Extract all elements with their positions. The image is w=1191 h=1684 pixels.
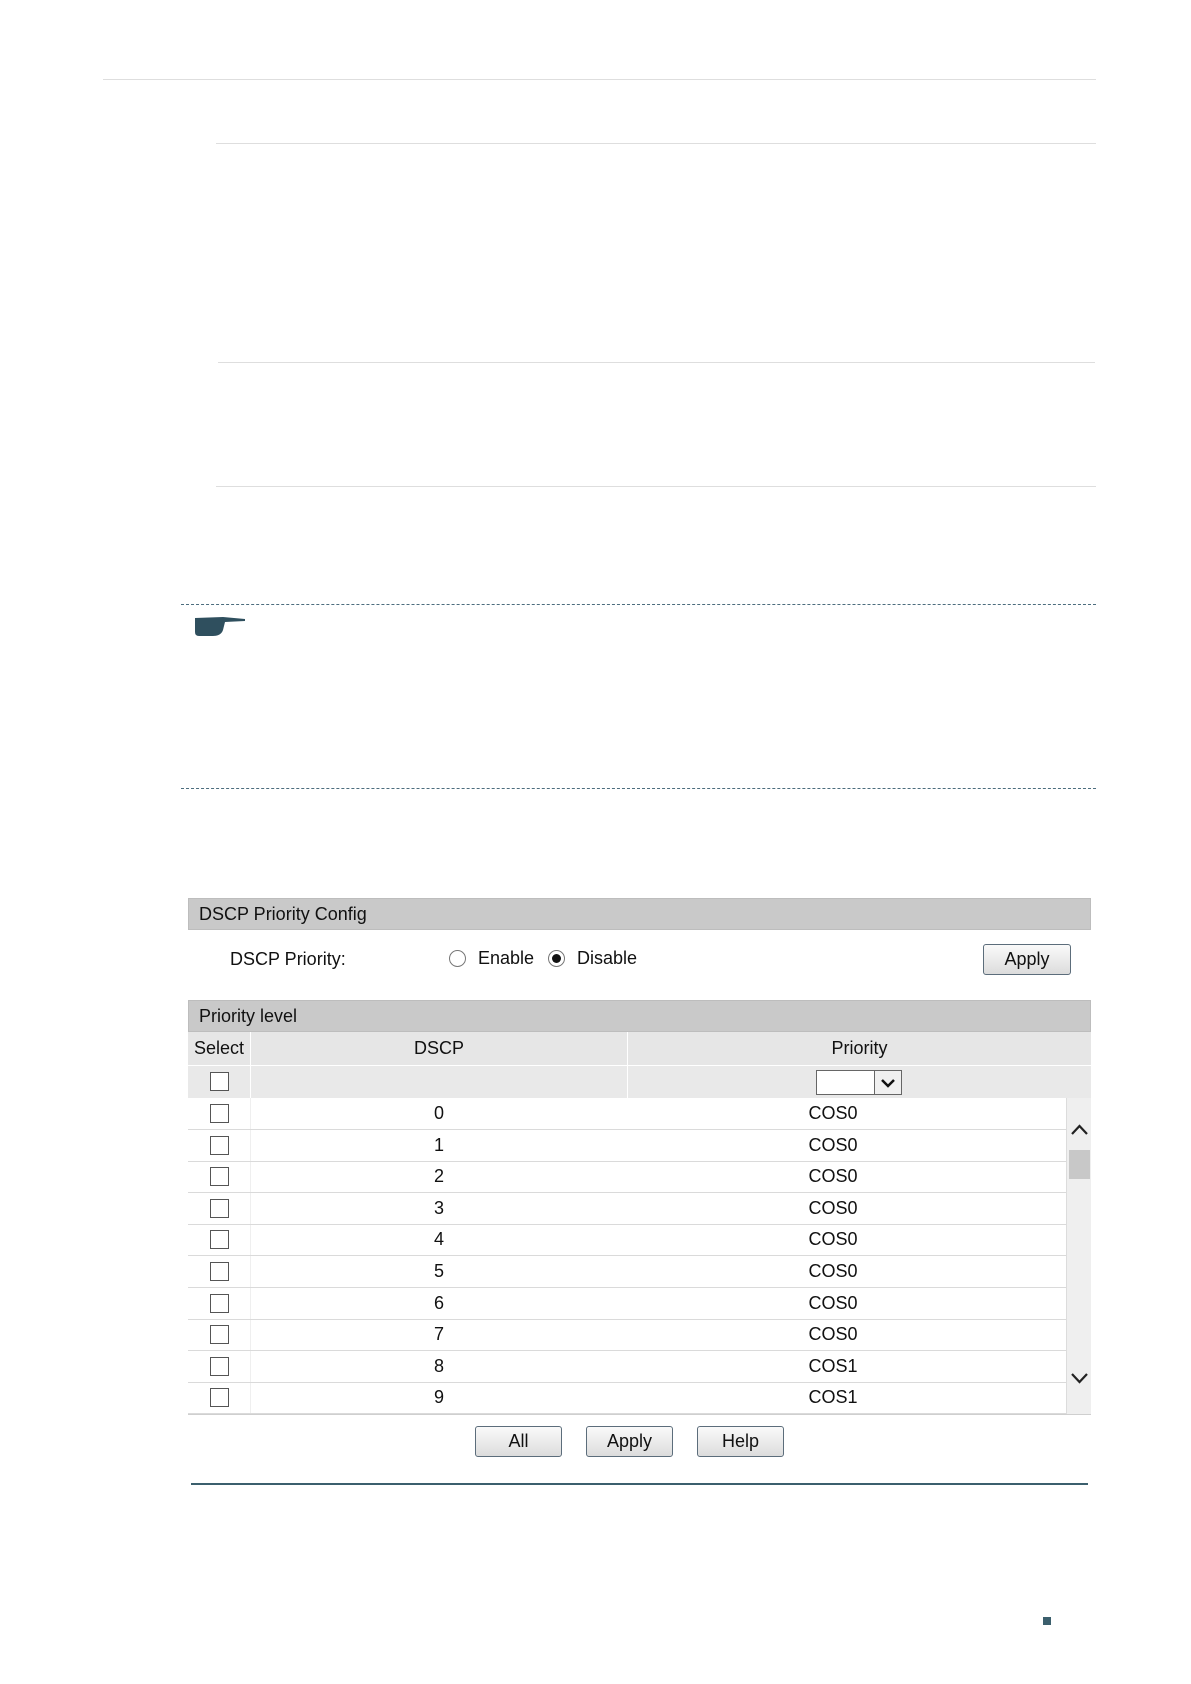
row-priority-value: COS0 [808, 1324, 858, 1345]
table-scrollbar[interactable] [1066, 1098, 1091, 1414]
column-priority: Priority [831, 1038, 888, 1058]
help-button[interactable]: Help [697, 1426, 784, 1457]
row-select-checkbox[interactable] [210, 1136, 229, 1155]
table-rule-3 [216, 486, 1096, 487]
row-select-checkbox[interactable] [210, 1357, 229, 1376]
priority-table-rows [188, 1098, 1091, 1414]
dscp-priority-label: DSCP Priority: [230, 949, 346, 969]
priority-panel-title: Priority level [188, 1000, 1091, 1032]
select-all-button[interactable]: All [475, 1426, 562, 1457]
row-priority-value: COS1 [808, 1355, 858, 1376]
row-dscp-value: 8 [433, 1355, 444, 1376]
row-priority-value: COS0 [808, 1261, 858, 1281]
table-row[interactable] [188, 1098, 1066, 1130]
scrollbar-thumb[interactable] [1069, 1150, 1090, 1179]
row-select-checkbox[interactable] [210, 1388, 229, 1407]
chevron-down-icon[interactable] [1069, 1368, 1090, 1388]
page-top-rule [103, 79, 1096, 80]
row-dscp-value: 4 [433, 1229, 444, 1250]
table-header [188, 1032, 1091, 1066]
row-priority-value: COS0 [808, 1166, 858, 1187]
row-priority-value: COS0 [808, 1134, 858, 1155]
row-select-checkbox[interactable] [210, 1262, 229, 1281]
note-top-dashes [181, 604, 1096, 605]
row-priority-value: COS0 [808, 1103, 858, 1123]
table-row[interactable] [188, 1256, 1066, 1288]
footer-marker [1043, 1617, 1051, 1625]
enable-radio[interactable] [449, 950, 466, 967]
table-row[interactable] [188, 1161, 1066, 1193]
row-dscp-value: 5 [433, 1261, 444, 1281]
row-select-checkbox[interactable] [210, 1199, 229, 1218]
config-panel-title: DSCP Priority Config [188, 898, 1091, 930]
row-dscp-value: 9 [433, 1387, 444, 1408]
row-priority-value: COS0 [808, 1197, 858, 1218]
row-select-checkbox[interactable] [210, 1104, 229, 1123]
disable-radio[interactable] [548, 950, 565, 967]
radio-selected-dot [552, 954, 561, 963]
table-row[interactable] [188, 1130, 1066, 1162]
row-dscp-value: 0 [433, 1103, 444, 1123]
table-rule-2 [218, 362, 1095, 363]
disable-radio-option[interactable] [548, 948, 637, 969]
row-select-checkbox[interactable] [210, 1294, 229, 1313]
table-rule-1 [216, 143, 1096, 144]
enable-radio-label: Enable [478, 948, 535, 968]
disable-radio-label: Disable [577, 948, 638, 968]
config-apply-button[interactable]: Apply [983, 944, 1071, 975]
table-row[interactable] [188, 1288, 1066, 1320]
priority-level-panel [188, 1000, 1091, 1415]
table-row[interactable] [188, 1382, 1066, 1414]
figure-bottom-rule [191, 1483, 1088, 1485]
chevron-up-icon[interactable] [1069, 1120, 1090, 1140]
table-row[interactable] [188, 1351, 1066, 1383]
row-dscp-value: 1 [433, 1134, 444, 1155]
row-select-checkbox[interactable] [210, 1167, 229, 1186]
apply-button[interactable]: Apply [586, 1426, 673, 1457]
table-row[interactable] [188, 1319, 1066, 1351]
column-dscp: DSCP [413, 1038, 464, 1058]
table-row[interactable] [188, 1193, 1066, 1225]
table-bottom-border [188, 1414, 1091, 1415]
select-all-checkbox[interactable] [210, 1072, 229, 1091]
table-row[interactable] [188, 1224, 1066, 1256]
note-bottom-dashes [181, 788, 1096, 789]
row-priority-value: COS0 [808, 1229, 858, 1250]
row-priority-value: COS0 [808, 1292, 858, 1313]
config-panel-body [188, 930, 1091, 990]
chevron-down-icon[interactable] [874, 1071, 901, 1094]
row-select-checkbox[interactable] [210, 1230, 229, 1249]
row-priority-value: COS1 [808, 1387, 858, 1408]
row-dscp-value: 3 [433, 1197, 444, 1218]
dscp-config-panel [188, 898, 1091, 990]
pointing-hand-icon [193, 612, 247, 638]
row-dscp-value: 6 [433, 1292, 444, 1313]
priority-filter-select[interactable] [816, 1070, 902, 1095]
row-dscp-value: 7 [433, 1324, 444, 1345]
row-select-checkbox[interactable] [210, 1325, 229, 1344]
enable-radio-option[interactable] [449, 948, 534, 969]
filter-row [188, 1066, 1091, 1098]
column-select: Select [193, 1038, 245, 1058]
row-dscp-value: 2 [433, 1166, 444, 1187]
